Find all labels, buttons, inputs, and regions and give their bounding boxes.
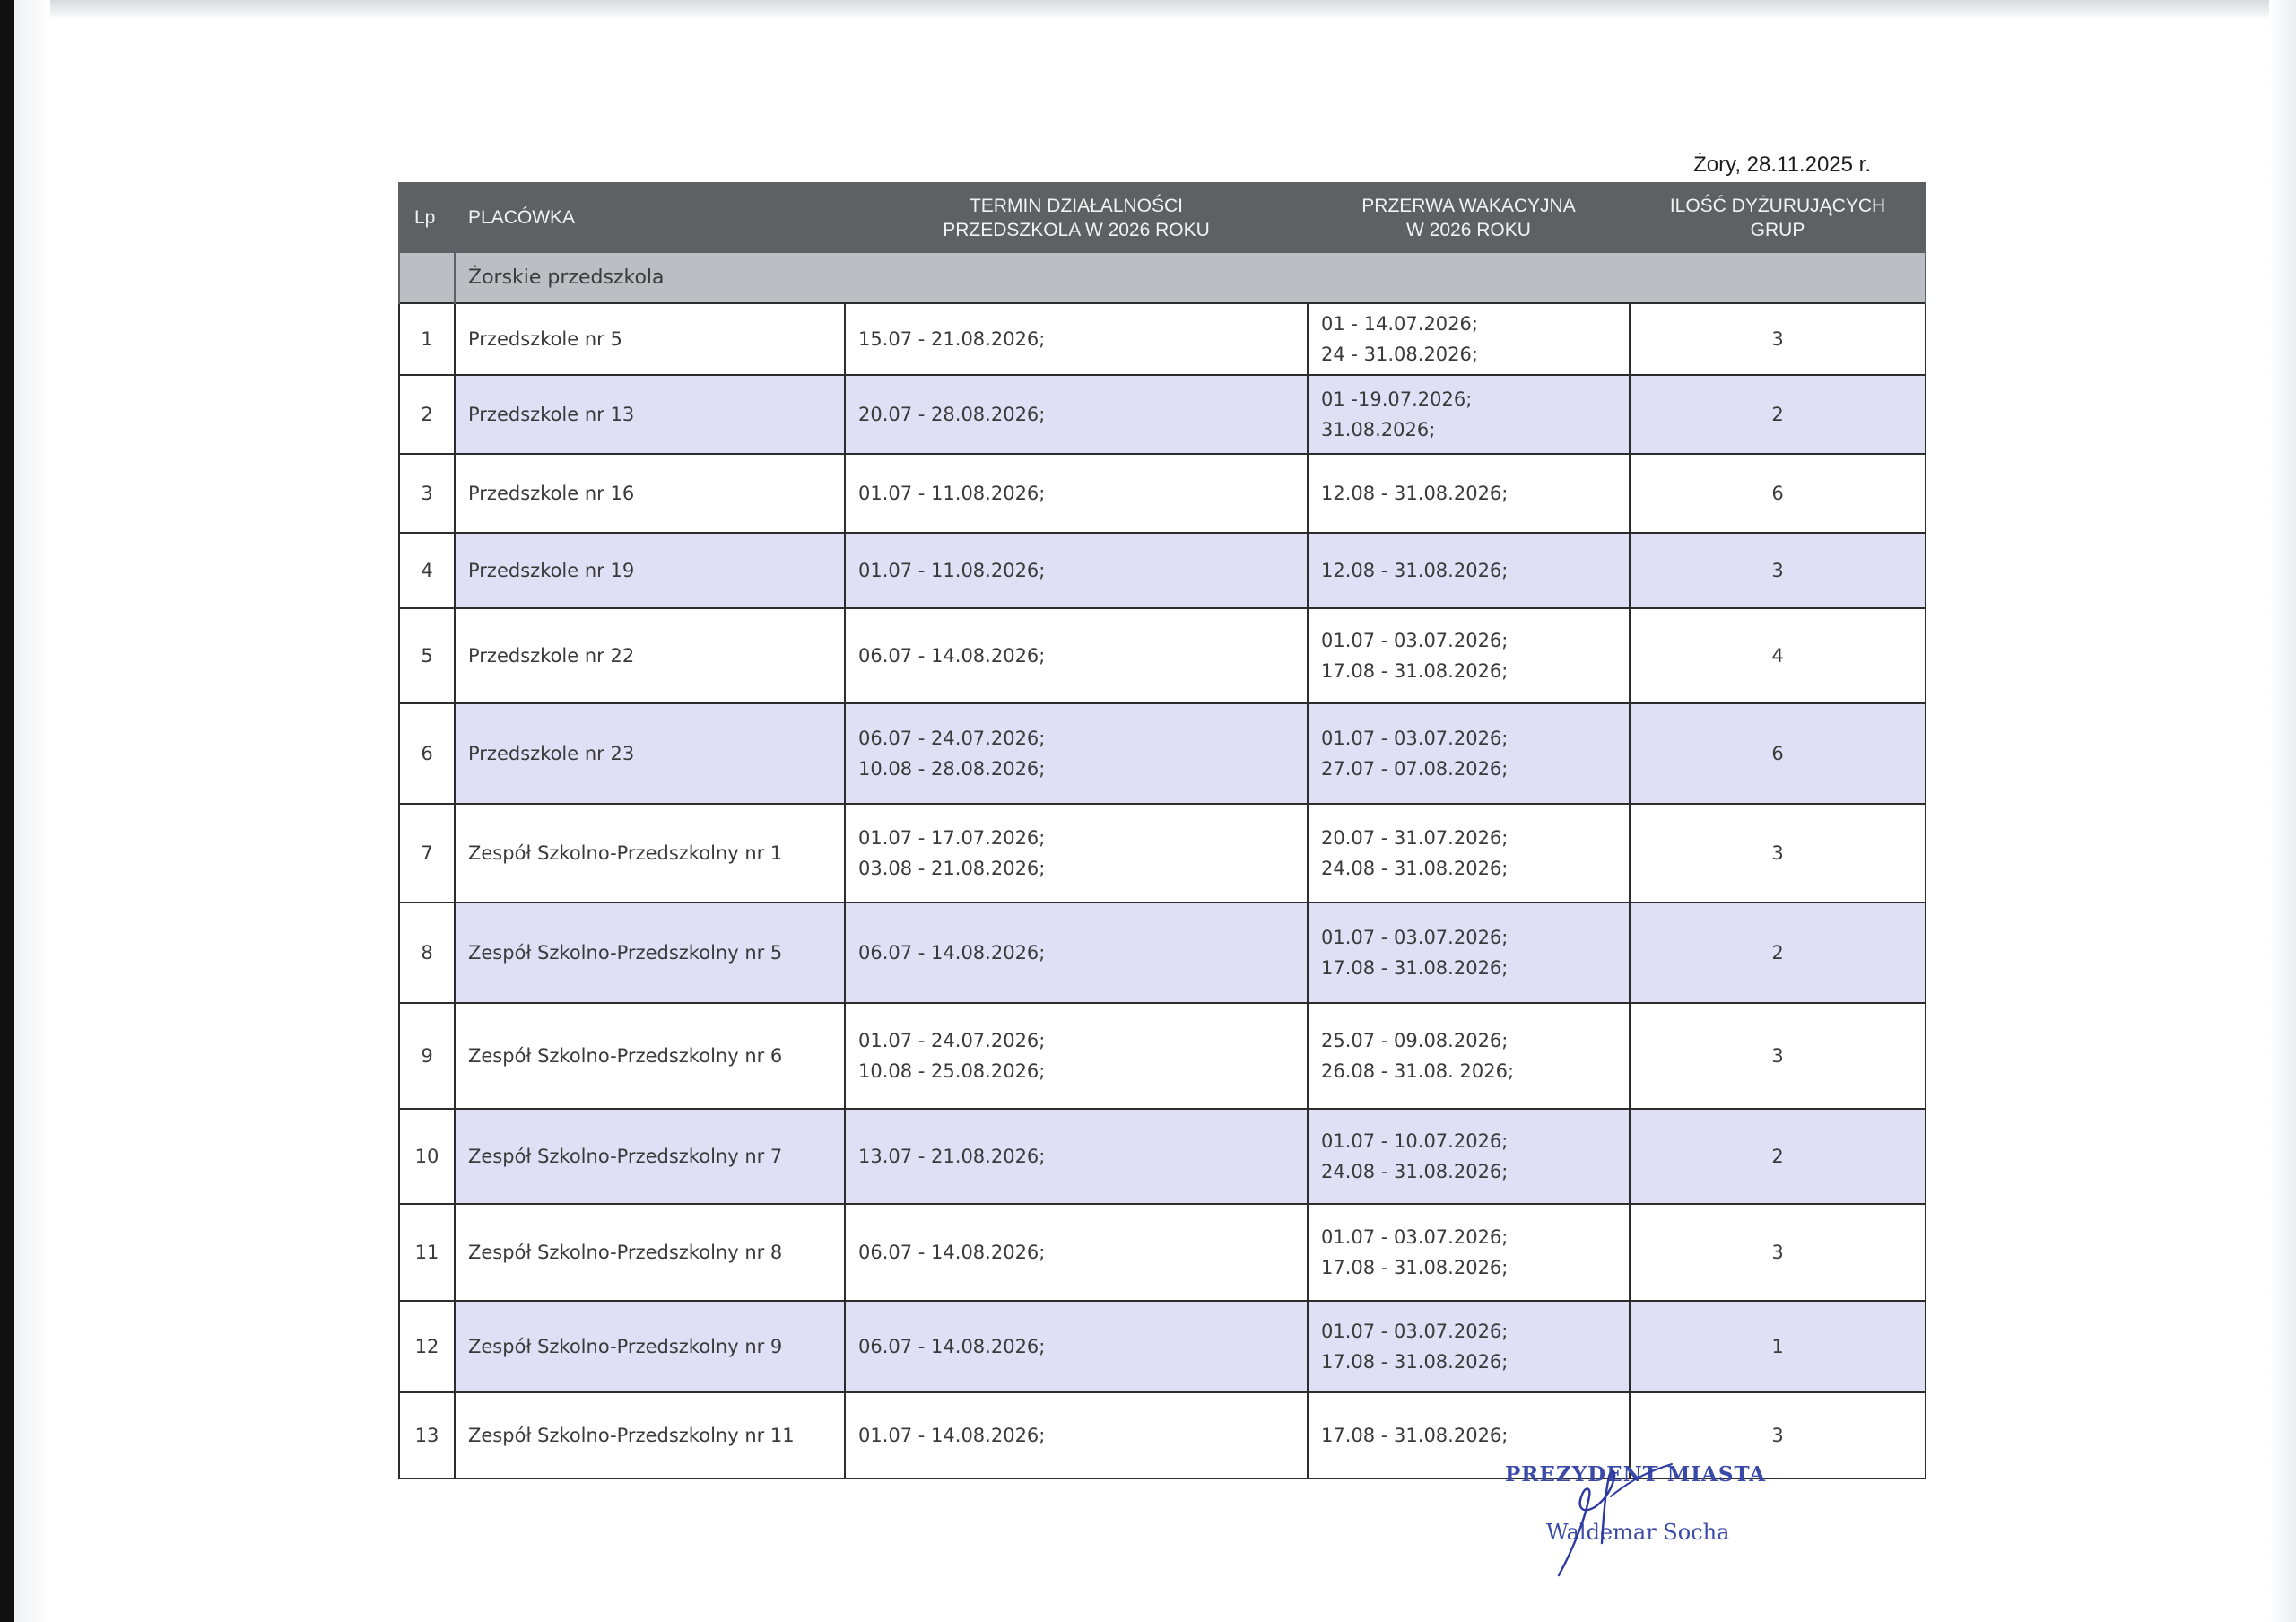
table-row — [399, 1003, 1926, 1109]
term-line: 10.08 - 25.08.2026; — [858, 1060, 1046, 1082]
header-term-line1: TERMIN DZIAŁALNOŚCI — [969, 195, 1184, 216]
row-groups: 2 — [1630, 1109, 1926, 1204]
row-facility: Przedszkole nr 23 — [455, 703, 845, 804]
row-break — [1308, 608, 1630, 703]
row-facility: Przedszkole nr 16 — [455, 454, 845, 533]
row-term — [845, 1392, 1308, 1478]
header-term — [845, 183, 1308, 252]
break-line: 01 -19.07.2026; — [1321, 388, 1473, 410]
header-lp: Lp — [399, 183, 455, 252]
row-break — [1308, 1003, 1630, 1109]
term-line: 06.07 - 14.08.2026; — [858, 942, 1046, 964]
row-facility: Zespół Szkolno-Przedszkolny nr 1 — [455, 804, 845, 903]
table-row — [399, 903, 1926, 1003]
row-term — [845, 454, 1308, 533]
row-break — [1308, 1109, 1630, 1204]
scan-right-shadow — [2269, 0, 2296, 1622]
row-break — [1308, 533, 1630, 608]
table-row — [399, 1301, 1926, 1392]
row-break — [1308, 1301, 1630, 1392]
row-groups: 6 — [1630, 454, 1926, 533]
term-line: 10.08 - 28.08.2026; — [858, 758, 1046, 780]
table-row — [399, 1204, 1926, 1301]
table-row — [399, 375, 1926, 454]
header-break — [1308, 183, 1630, 252]
row-lp: 4 — [399, 533, 455, 608]
row-lp: 9 — [399, 1003, 455, 1109]
break-line: 01.07 - 03.07.2026; — [1321, 1226, 1509, 1248]
break-line: 01.07 - 03.07.2026; — [1321, 728, 1509, 749]
header-facility: PLACÓWKA — [455, 183, 845, 252]
row-term — [845, 375, 1308, 454]
row-groups: 4 — [1630, 608, 1926, 703]
row-facility: Przedszkole nr 13 — [455, 375, 845, 454]
break-line: 24.08 - 31.08.2026; — [1321, 858, 1509, 879]
row-term — [845, 533, 1308, 608]
scan-top-edge — [0, 0, 2296, 20]
break-line: 12.08 - 31.08.2026; — [1321, 483, 1509, 504]
row-term — [845, 303, 1308, 375]
break-line: 01.07 - 10.07.2026; — [1321, 1130, 1509, 1152]
row-term — [845, 1109, 1308, 1204]
row-facility: Przedszkole nr 19 — [455, 533, 845, 608]
break-line: 24.08 - 31.08.2026; — [1321, 1161, 1509, 1182]
term-line: 03.08 - 21.08.2026; — [858, 858, 1046, 879]
term-line: 06.07 - 14.08.2026; — [858, 1242, 1046, 1263]
row-term — [845, 1204, 1308, 1301]
row-groups: 3 — [1630, 1392, 1926, 1478]
row-facility: Zespół Szkolno-Przedszkolny nr 9 — [455, 1301, 845, 1392]
row-facility: Zespół Szkolno-Przedszkolny nr 8 — [455, 1204, 845, 1301]
table-row — [399, 703, 1926, 804]
row-lp: 2 — [399, 375, 455, 454]
row-facility: Przedszkole nr 22 — [455, 608, 845, 703]
row-break — [1308, 903, 1630, 1003]
row-groups: 3 — [1630, 1204, 1926, 1301]
table-header — [399, 183, 1926, 252]
row-groups: 3 — [1630, 303, 1926, 375]
row-groups: 2 — [1630, 375, 1926, 454]
row-term — [845, 608, 1308, 703]
table-row — [399, 303, 1926, 375]
row-lp: 1 — [399, 303, 455, 375]
document-date: Żory, 28.11.2025 r. — [1693, 153, 1871, 177]
section-label: Żorskie przedszkola — [455, 252, 1926, 303]
row-break — [1308, 303, 1630, 375]
row-lp: 8 — [399, 903, 455, 1003]
row-groups: 3 — [1630, 1003, 1926, 1109]
scan-left-shadow — [14, 0, 50, 1622]
table-row — [399, 804, 1926, 903]
term-line: 15.07 - 21.08.2026; — [858, 328, 1046, 350]
stamp-name: Waldemar Socha — [1546, 1520, 1730, 1545]
term-line: 01.07 - 24.07.2026; — [858, 1030, 1046, 1051]
scan-left-edge — [0, 0, 14, 1622]
break-line: 12.08 - 31.08.2026; — [1321, 560, 1509, 581]
term-line: 01.07 - 17.07.2026; — [858, 827, 1046, 849]
stamp-title: PREZYDENT MIASTA — [1505, 1462, 1767, 1487]
row-lp: 5 — [399, 608, 455, 703]
header-term-line2: PRZEDSZKOLA W 2026 ROKU — [943, 219, 1210, 240]
row-term — [845, 903, 1308, 1003]
break-line: 01.07 - 03.07.2026; — [1321, 630, 1509, 651]
term-line: 13.07 - 21.08.2026; — [858, 1146, 1046, 1167]
row-break — [1308, 804, 1630, 903]
schedule-table — [398, 182, 1926, 1479]
row-term — [845, 703, 1308, 804]
table-row — [399, 454, 1926, 533]
break-line: 17.08 - 31.08.2026; — [1321, 957, 1509, 979]
row-groups: 3 — [1630, 804, 1926, 903]
row-facility: Zespół Szkolno-Przedszkolny nr 7 — [455, 1109, 845, 1204]
term-line: 01.07 - 14.08.2026; — [858, 1425, 1046, 1446]
break-line: 26.08 - 31.08. 2026; — [1321, 1060, 1515, 1082]
break-line: 20.07 - 31.07.2026; — [1321, 827, 1509, 849]
table-row — [399, 533, 1926, 608]
term-line: 06.07 - 14.08.2026; — [858, 645, 1046, 667]
header-break-line1: PRZERWA WAKACYJNA — [1361, 195, 1576, 216]
header-groups-line2: GRUP — [1750, 219, 1805, 240]
row-groups: 2 — [1630, 903, 1926, 1003]
term-line: 06.07 - 14.08.2026; — [858, 1336, 1046, 1357]
row-facility: Zespół Szkolno-Przedszkolny nr 5 — [455, 903, 845, 1003]
break-line: 01 - 14.07.2026; — [1321, 313, 1478, 335]
row-break — [1308, 703, 1630, 804]
row-lp: 12 — [399, 1301, 455, 1392]
break-line: 25.07 - 09.08.2026; — [1321, 1030, 1509, 1051]
row-lp: 7 — [399, 804, 455, 903]
break-line: 17.08 - 31.08.2026; — [1321, 1425, 1509, 1446]
break-line: 01.07 - 03.07.2026; — [1321, 927, 1509, 948]
break-line: 31.08.2026; — [1321, 419, 1436, 440]
term-line: 20.07 - 28.08.2026; — [858, 404, 1046, 425]
signature-stamp — [1496, 1461, 1801, 1577]
row-term — [845, 1003, 1308, 1109]
header-groups-line1: ILOŚĆ DYŻURUJĄCYCH — [1669, 195, 1886, 216]
table-row — [399, 1109, 1926, 1204]
row-break — [1308, 1204, 1630, 1301]
row-lp: 6 — [399, 703, 455, 804]
row-groups: 6 — [1630, 703, 1926, 804]
row-lp: 11 — [399, 1204, 455, 1301]
row-facility: Zespół Szkolno-Przedszkolny nr 6 — [455, 1003, 845, 1109]
term-line: 06.07 - 24.07.2026; — [858, 728, 1046, 749]
term-line: 01.07 - 11.08.2026; — [858, 483, 1046, 504]
row-facility: Przedszkole nr 5 — [455, 303, 845, 375]
break-line: 17.08 - 31.08.2026; — [1321, 1257, 1509, 1278]
row-lp: 13 — [399, 1392, 455, 1478]
break-line: 01.07 - 03.07.2026; — [1321, 1321, 1509, 1342]
header-break-line2: W 2026 ROKU — [1406, 219, 1531, 240]
row-lp: 3 — [399, 454, 455, 533]
row-term — [845, 1301, 1308, 1392]
row-facility: Zespół Szkolno-Przedszkolny nr 11 — [455, 1392, 845, 1478]
break-line: 24 - 31.08.2026; — [1321, 344, 1478, 365]
table-row — [399, 608, 1926, 703]
break-line: 17.08 - 31.08.2026; — [1321, 1351, 1509, 1373]
row-break — [1308, 375, 1630, 454]
table-body — [399, 252, 1926, 1478]
break-line: 27.07 - 07.08.2026; — [1321, 758, 1509, 780]
term-line: 01.07 - 11.08.2026; — [858, 560, 1046, 581]
row-groups: 1 — [1630, 1301, 1926, 1392]
row-lp: 10 — [399, 1109, 455, 1204]
handwritten-signature-icon — [1496, 1461, 1801, 1577]
row-term — [845, 804, 1308, 903]
row-break — [1308, 454, 1630, 533]
header-groups — [1630, 183, 1926, 252]
break-line: 17.08 - 31.08.2026; — [1321, 660, 1509, 682]
row-groups: 3 — [1630, 533, 1926, 608]
section-row — [399, 252, 1926, 303]
